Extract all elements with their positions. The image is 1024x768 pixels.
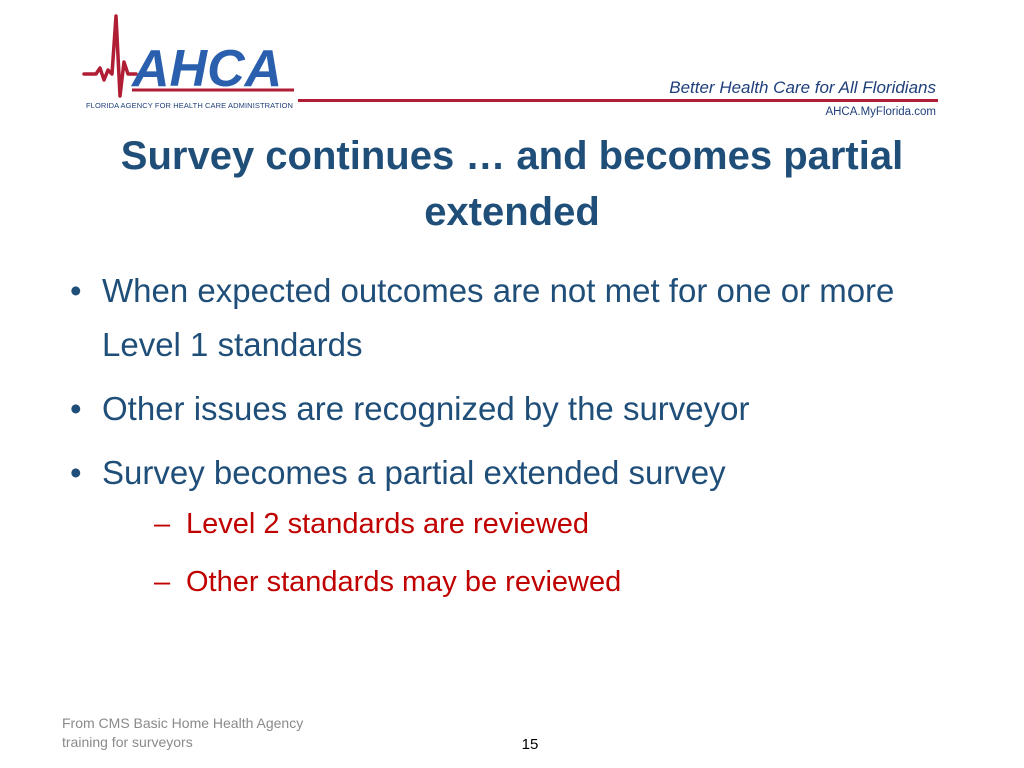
- tagline: Better Health Care for All Floridians: [669, 78, 936, 97]
- sub-bullet-text: Other standards may be reviewed: [186, 566, 622, 598]
- bullet-text: Other issues are recognized by the surveyor: [102, 390, 750, 427]
- slide-title: [60, 128, 964, 240]
- footer-note-line-1: From CMS Basic Home Health Agency: [62, 715, 304, 731]
- sub-bullet-marker: –: [154, 508, 171, 540]
- title-line-1: Survey continues … and becomes partial: [120, 134, 904, 178]
- logo-subtitle: FLORIDA AGENCY FOR HEALTH CARE ADMINISTRATION: [86, 101, 294, 110]
- website-link[interactable]: AHCA.MyFlorida.com: [825, 106, 936, 118]
- bullet-text: When expected outcomes are not met for one or more Level 1 standards: [102, 272, 895, 363]
- bullet-text: Survey becomes a partial extended survey: [102, 454, 726, 491]
- sub-bullet-item: [102, 558, 972, 606]
- header-divider: [298, 99, 938, 102]
- bullet-item: [62, 382, 972, 436]
- footer-note-line-2: training for surveyors: [62, 734, 193, 750]
- bullet-item: [62, 264, 972, 372]
- sub-bullet-item: [102, 500, 972, 548]
- bullet-item: [62, 446, 972, 606]
- logo-wordmark: AHCA: [132, 40, 283, 98]
- bullet-marker: •: [70, 390, 82, 427]
- title-line-2: extended: [424, 190, 600, 234]
- page-number: 15: [521, 736, 539, 753]
- bullet-list: [62, 264, 972, 616]
- sub-bullet-marker: –: [154, 566, 171, 598]
- bullet-marker: •: [70, 272, 82, 309]
- bullet-marker: •: [70, 454, 82, 491]
- sub-bullet-list: [102, 500, 972, 606]
- footer-source-note: [62, 714, 362, 752]
- sub-bullet-text: Level 2 standards are reviewed: [186, 508, 590, 540]
